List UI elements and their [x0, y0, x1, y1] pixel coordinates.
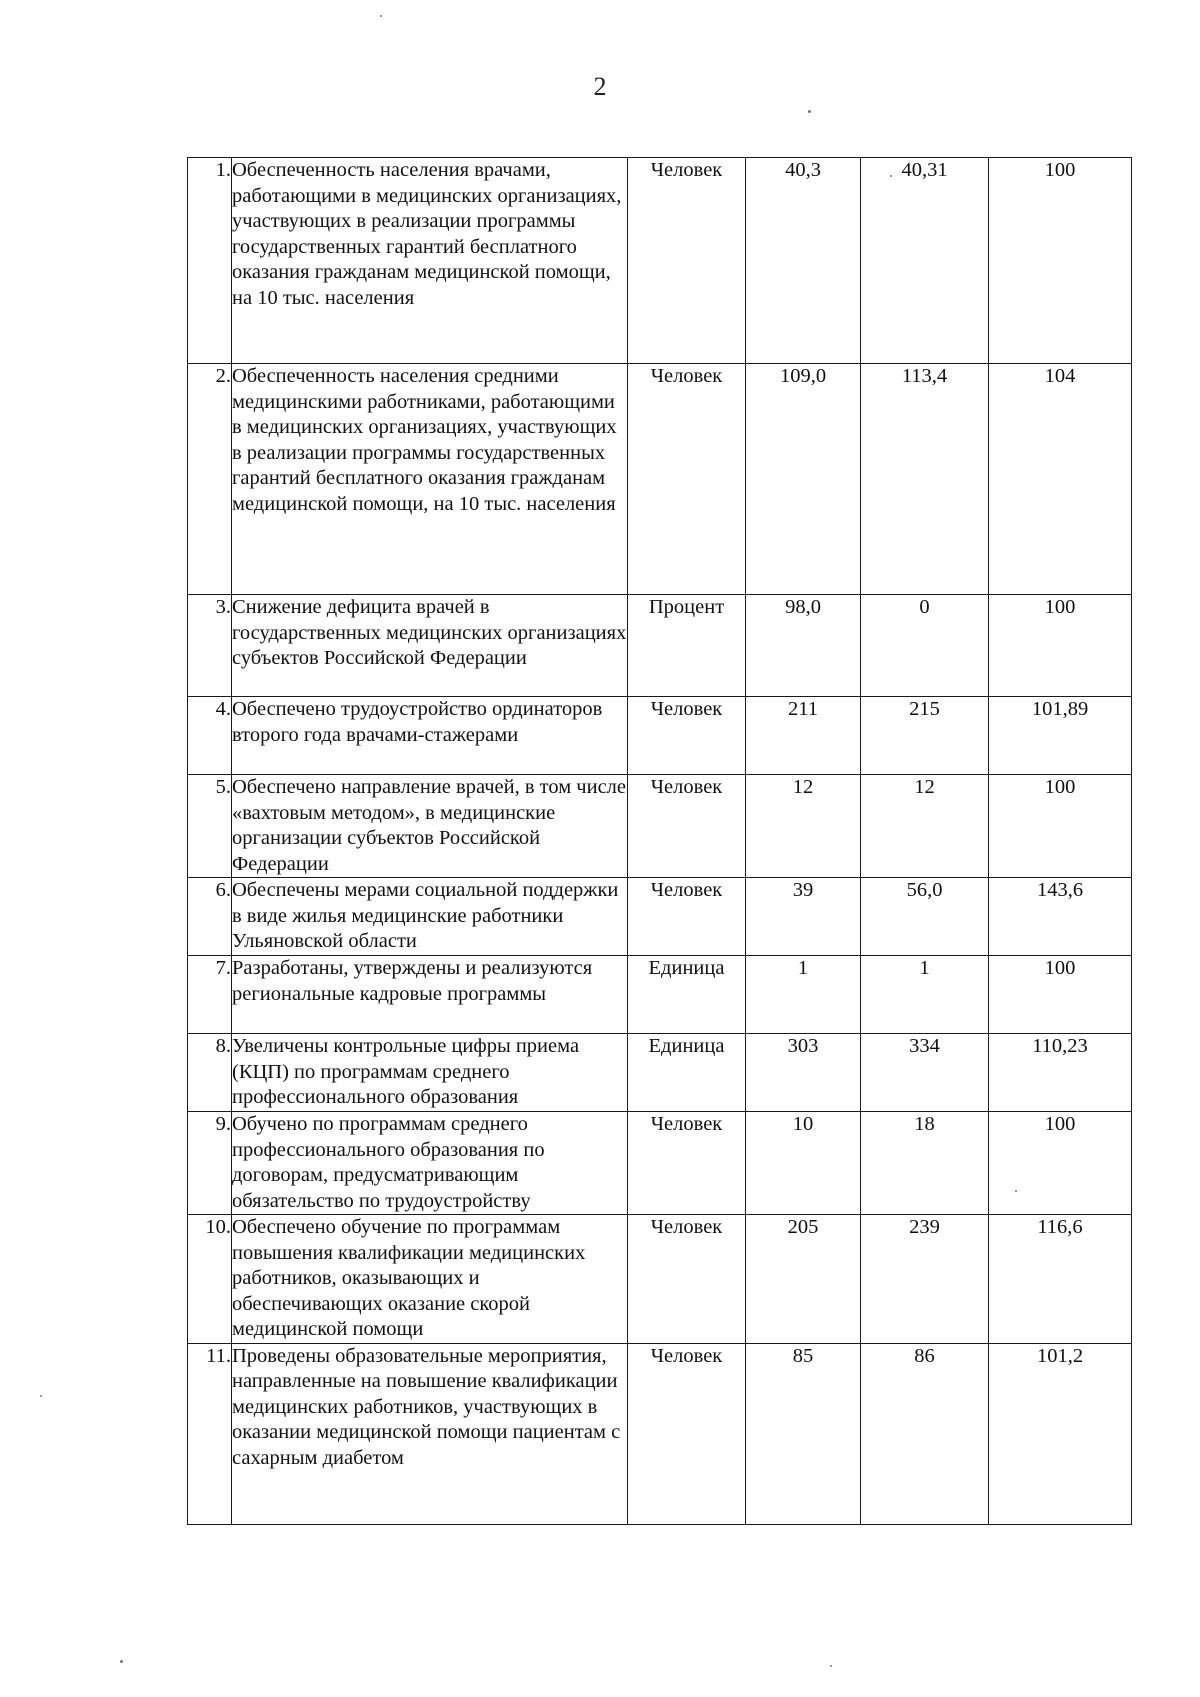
value-cell: 100 — [989, 158, 1132, 364]
indicator-name: Обеспечено направление врачей, в том числе «вахтовым методом», в медицинские организации субъектов Российской Федерации — [232, 775, 628, 878]
unit-cell: Человек — [628, 1112, 746, 1215]
row-number: 2. — [188, 364, 232, 595]
table-row — [188, 878, 1132, 956]
unit-cell: Человек — [628, 364, 746, 595]
value-cell: 101,2 — [989, 1343, 1132, 1524]
row-number: 1. — [188, 158, 232, 364]
scan-speck — [808, 110, 811, 113]
indicator-name: Проведены образовательные мероприятия, направленные на повышение квалификации медицинских работников, участвующих в оказании медицинской помощи пациентам с сахарным диабетом — [232, 1343, 628, 1524]
indicator-name: Обеспеченность населения врачами, работающими в медицинских организациях, участвующих в реализации программы государственных гарантий бесплатного оказания гражданам медицинской помощи, на 10 тыс. населения — [232, 158, 628, 364]
scan-speck — [830, 1665, 832, 1667]
indicator-name: Снижение дефицита врачей в государственных медицинских организациях субъектов Российской Федерации — [232, 595, 628, 697]
indicator-name: Увеличены контрольные цифры приема (КЦП) по программам среднего профессионального образования — [232, 1034, 628, 1112]
page-number: 2 — [593, 72, 607, 101]
indicator-name: Разработаны, утверждены и реализуются региональные кадровые программы — [232, 956, 628, 1034]
value-cell: 85 — [746, 1343, 861, 1524]
value-cell: 12 — [746, 775, 861, 878]
value-cell: 100 — [989, 956, 1132, 1034]
row-number: 4. — [188, 697, 232, 775]
value-cell: 40,3 — [746, 158, 861, 364]
unit-cell: Человек — [628, 1343, 746, 1524]
value-cell: 116,6 — [989, 1215, 1132, 1344]
value-cell: 39 — [746, 878, 861, 956]
value-cell: 12 — [861, 775, 989, 878]
table-row — [188, 956, 1132, 1034]
unit-cell: Единица — [628, 1034, 746, 1112]
table-row — [188, 595, 1132, 697]
unit-cell: Процент — [628, 595, 746, 697]
indicator-name: Обеспечено трудоустройство ординаторов второго года врачами-стажерами — [232, 697, 628, 775]
table-row — [188, 364, 1132, 595]
value-cell: 56,0 — [861, 878, 989, 956]
unit-cell: Человек — [628, 775, 746, 878]
table-row — [188, 1215, 1132, 1344]
row-number: 7. — [188, 956, 232, 1034]
unit-cell: Человек — [628, 697, 746, 775]
row-number: 11. — [188, 1343, 232, 1524]
value-cell: 211 — [746, 697, 861, 775]
value-cell: 100 — [989, 1112, 1132, 1215]
indicator-name: Обучено по программам среднего профессионального образования по договорам, предусматривающим обязательство по трудоустройству — [232, 1112, 628, 1215]
scan-speck — [890, 175, 892, 177]
indicator-name: Обеспечены мерами социальной поддержки в виде жилья медицинские работники Ульяновской области — [232, 878, 628, 956]
row-number: 10. — [188, 1215, 232, 1344]
table-row — [188, 158, 1132, 364]
value-cell: 86 — [861, 1343, 989, 1524]
value-cell: 104 — [989, 364, 1132, 595]
row-number: 6. — [188, 878, 232, 956]
table-row — [188, 775, 1132, 878]
value-cell: 101,89 — [989, 697, 1132, 775]
value-cell: 0 — [861, 595, 989, 697]
unit-cell: Человек — [628, 878, 746, 956]
value-cell: 40,31 — [861, 158, 989, 364]
row-number: 5. — [188, 775, 232, 878]
value-cell: 100 — [989, 775, 1132, 878]
row-number: 8. — [188, 1034, 232, 1112]
value-cell: 113,4 — [861, 364, 989, 595]
value-cell: 110,23 — [989, 1034, 1132, 1112]
unit-cell: Единица — [628, 956, 746, 1034]
value-cell: 100 — [989, 595, 1132, 697]
value-cell: 18 — [861, 1112, 989, 1215]
scan-speck — [380, 15, 382, 17]
value-cell: 303 — [746, 1034, 861, 1112]
table-row — [188, 1112, 1132, 1215]
unit-cell: Человек — [628, 1215, 746, 1344]
scan-speck — [1015, 1190, 1017, 1192]
value-cell: 98,0 — [746, 595, 861, 697]
value-cell: 1 — [861, 956, 989, 1034]
row-number: 3. — [188, 595, 232, 697]
scan-speck — [40, 1395, 42, 1397]
indicator-name: Обеспечено обучение по программам повышения квалификации медицинских работников, оказывающих и обеспечивающих оказание скорой медицинской помощи — [232, 1215, 628, 1344]
row-number: 9. — [188, 1112, 232, 1215]
table-row — [188, 697, 1132, 775]
indicator-name: Обеспеченность населения средними медицинскими работниками, работающими в медицинских организациях, участвующих в реализации программы государственных гарантий бесплатного оказания гражданам медицинской помощи, на 10 тыс. населения — [232, 364, 628, 595]
value-cell: 239 — [861, 1215, 989, 1344]
value-cell: 10 — [746, 1112, 861, 1215]
value-cell: 215 — [861, 697, 989, 775]
table-row — [188, 1343, 1132, 1524]
value-cell: 1 — [746, 956, 861, 1034]
indicators-table — [187, 157, 1132, 1525]
table-row — [188, 1034, 1132, 1112]
value-cell: 334 — [861, 1034, 989, 1112]
value-cell: 109,0 — [746, 364, 861, 595]
unit-cell: Человек — [628, 158, 746, 364]
value-cell: 205 — [746, 1215, 861, 1344]
value-cell: 143,6 — [989, 878, 1132, 956]
scan-speck — [120, 1660, 123, 1663]
